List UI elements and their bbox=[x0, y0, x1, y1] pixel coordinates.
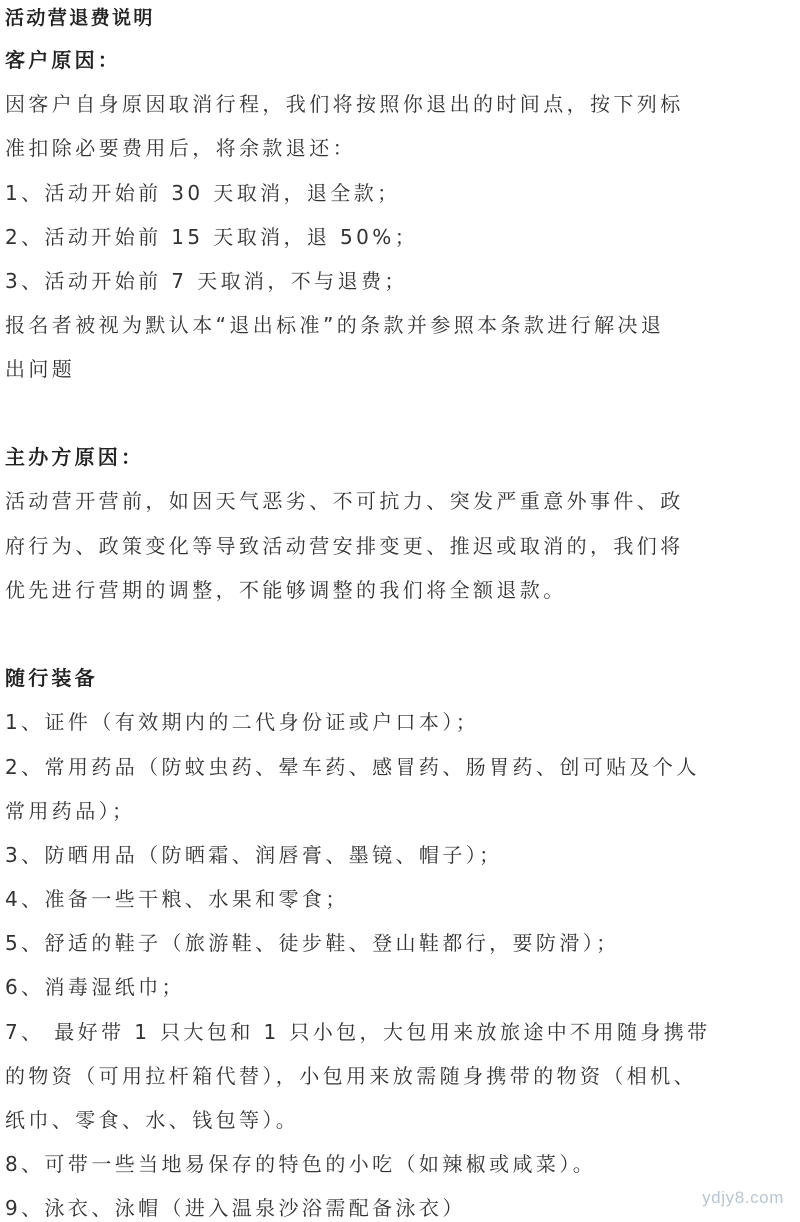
customer-note-line-2: 出问题 bbox=[5, 357, 76, 381]
customer-note-line-1: 报名者被视为默认本“退出标准”的条款并参照本条款进行解决退 bbox=[5, 313, 665, 337]
equipment-line-12: 9、泳衣、泳帽（进入温泉沙浴需配备泳衣） bbox=[5, 1196, 466, 1220]
equipment-line-7: 6、消毒湿纸巾； bbox=[5, 975, 185, 999]
equipment-line-10: 纸巾、零食、水、钱包等）。 bbox=[5, 1108, 300, 1132]
customer-intro-line-1: 因客户自身原因取消行程，我们将按照你退出的时间点，按下列标 bbox=[5, 92, 684, 116]
refund-rule-1: 1、活动开始前 30 天取消，退全款； bbox=[5, 181, 401, 205]
organizer-line-2: 府行为、政策变化等导致活动营安排变更、推迟或取消的，我们将 bbox=[5, 534, 684, 558]
refund-rule-3: 3、活动开始前 7 天取消，不与退费； bbox=[5, 269, 408, 293]
equipment-line-6: 5、舒适的鞋子（旅游鞋、徒步鞋、登山鞋都行，要防滑）； bbox=[5, 931, 620, 955]
customer-intro-line-2: 准扣除必要费用后，将余款退还： bbox=[5, 136, 356, 160]
equipment-line-5: 4、准备一些干粮、水果和零食； bbox=[5, 887, 349, 911]
refund-rule-2: 2、活动开始前 15 天取消，退 50%； bbox=[5, 225, 419, 249]
organizer-line-3: 优先进行营期的调整，不能够调整的我们将全额退款。 bbox=[5, 578, 567, 602]
equipment-line-3: 常用药品）； bbox=[5, 799, 136, 823]
equipment-line-1: 1、证件（有效期内的二代身份证或户口本）； bbox=[5, 710, 480, 734]
equipment-line-4: 3、防晒用品（防晒霜、润唇膏、墨镜、帽子）； bbox=[5, 843, 503, 867]
doc-title: 活动营退费说明 bbox=[5, 7, 155, 29]
equipment-line-11: 8、可带一些当地易保存的特色的小吃（如辣椒或咸菜）。 bbox=[5, 1152, 597, 1176]
equipment-line-8: 7、 最好带 1 只大包和 1 只小包，大包用来放旅途中不用随身携带 bbox=[5, 1020, 711, 1044]
equipment-line-9: 的物资（可用拉杆箱代替），小包用来放需随身携带的物资（相机、 bbox=[5, 1064, 697, 1088]
equipment-line-2: 2、常用药品（防蚊虫药、晕车药、感冒药、肠胃药、创可贴及个人 bbox=[5, 755, 700, 779]
organizer-reason-heading: 主办方原因： bbox=[5, 445, 145, 469]
equipment-heading: 随行装备 bbox=[5, 666, 98, 690]
site-watermark: ydjy8.com bbox=[702, 1188, 784, 1207]
customer-reason-heading: 客户原因： bbox=[5, 48, 121, 72]
organizer-line-1: 活动营开营前，如因天气恶劣、不可抗力、突发严重意外事件、政 bbox=[5, 489, 684, 513]
